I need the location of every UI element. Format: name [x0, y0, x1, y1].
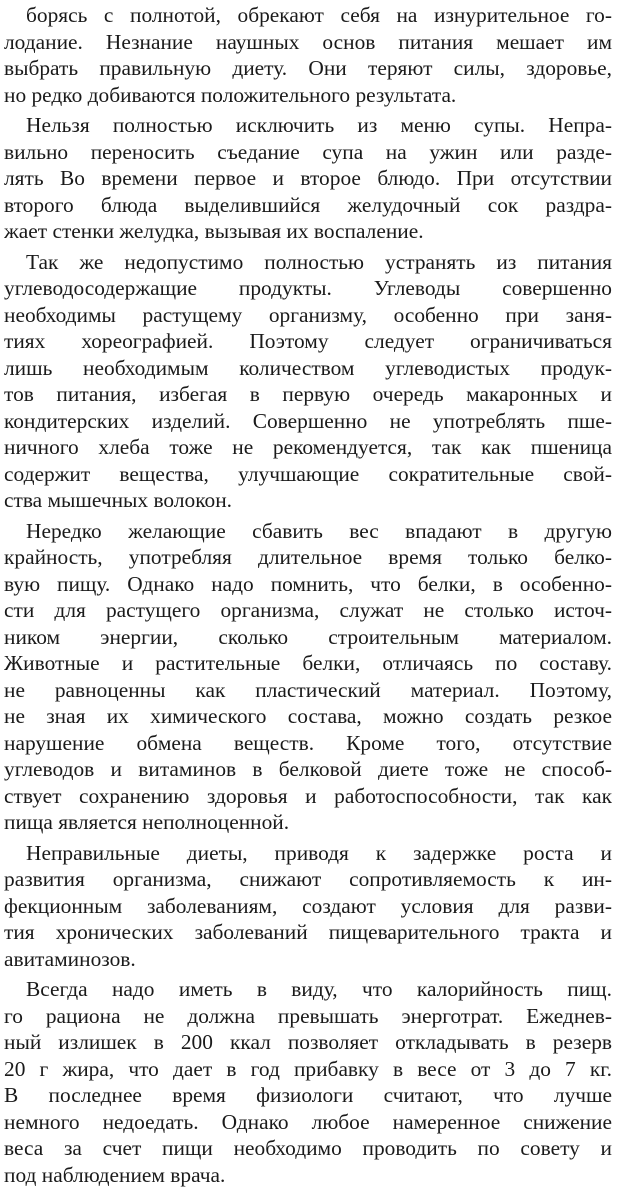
text-line: вую пищу. Однако надо помнить, что белки, в особенно- — [4, 571, 612, 598]
text-line: крайность, употребляя длительное время только белко- — [4, 544, 612, 571]
text-line: вильно переносить съедание супа на ужин или разде- — [4, 139, 612, 166]
paragraph — [4, 518, 612, 836]
text-line: веса за счет пищи необходимо проводить по совету и — [4, 1135, 612, 1162]
paragraph — [4, 112, 612, 245]
text-line: не равноценны как пластический материал. Поэтому, — [4, 677, 612, 704]
text-line: го рациона не должна превышать энерготрат. Ежеднев- — [4, 1003, 612, 1030]
text-line: не зная их химического состава, можно создать резкое — [4, 703, 612, 730]
text-line: Нельзя полностью исключить из меню супы. Непра- — [4, 112, 612, 139]
text-line: ствует сохранению здоровья и работоспособности, так как — [4, 783, 612, 810]
text-line: под наблюдением врача. — [4, 1162, 612, 1188]
paragraph — [4, 249, 612, 514]
text-line: Животные и растительные белки, отличаясь по составу. — [4, 650, 612, 677]
text-line: тиях хореографией. Поэтому следует ограничиваться — [4, 328, 612, 355]
text-line: авитаминозов. — [4, 946, 612, 973]
text-line: тия хронических заболеваний пищеварительного тракта и — [4, 919, 612, 946]
text-line: немного недоедать. Однако любое намеренное снижение — [4, 1109, 612, 1136]
text-line: фекционным заболеваниям, создают условия для разви- — [4, 893, 612, 920]
text-line: выбрать правильную диету. Они теряют силы, здоровье, — [4, 55, 612, 82]
text-line: пища является неполноценной. — [4, 809, 612, 836]
text-line: тов питания, избегая в первую очередь макаронных и — [4, 381, 612, 408]
text-line: В последнее время физиологи считают, что лучше — [4, 1082, 612, 1109]
text-line: кондитерских изделий. Совершенно не употреблять пше- — [4, 408, 612, 435]
text-line: Нередко желающие сбавить вес впадают в другую — [4, 518, 612, 545]
text-line: углеводосодержащие продукты. Углеводы совершенно — [4, 275, 612, 302]
text-line: ником энергии, сколько строительным материалом. — [4, 624, 612, 651]
text-line: сти для растущего организма, служат не столько источ- — [4, 597, 612, 624]
paragraph — [4, 976, 612, 1188]
text-line: но редко добиваются положительного результата. — [4, 82, 612, 109]
text-line: лишь необходимым количеством углеводистых продук- — [4, 355, 612, 382]
page-text — [4, 2, 612, 1188]
text-line: борясь с полнотой, обрекают себя на изнурительное го- — [4, 2, 612, 29]
text-line: нарушение обмена веществ. Кроме того, отсутствие — [4, 730, 612, 757]
text-line: Неправильные диеты, приводя к задержке роста и — [4, 840, 612, 867]
text-line: Так же недопустимо полностью устранять из питания — [4, 249, 612, 276]
text-line: углеводов и витаминов в белковой диете тоже не способ- — [4, 756, 612, 783]
text-line: необходимы растущему организму, особенно при заня- — [4, 302, 612, 329]
text-line: ный излишек в 200 ккал позволяет откладывать в резерв — [4, 1029, 612, 1056]
paragraph — [4, 2, 612, 108]
text-line: лодание. Незнание наушных основ питания мешает им — [4, 29, 612, 56]
text-line: Всегда надо иметь в виду, что калорийность пищ. — [4, 976, 612, 1003]
text-line: ничного хлеба тоже не рекомендуется, так как пшеница — [4, 434, 612, 461]
text-line: лять Во времени первое и второе блюдо. При отсутствии — [4, 165, 612, 192]
text-line: 20 г жира, что дает в год прибавку в весе от 3 до 7 кг. — [4, 1056, 612, 1083]
text-line: жает стенки желудка, вызывая их воспаление. — [4, 218, 612, 245]
text-line: второго блюда выделившийся желудочный сок раздра- — [4, 192, 612, 219]
paragraph — [4, 840, 612, 973]
text-line: ства мышечных волокон. — [4, 487, 612, 514]
text-line: развития организма, снижают сопротивляемость к ин- — [4, 866, 612, 893]
text-line: содержит вещества, улучшающие сократительные свой- — [4, 461, 612, 488]
